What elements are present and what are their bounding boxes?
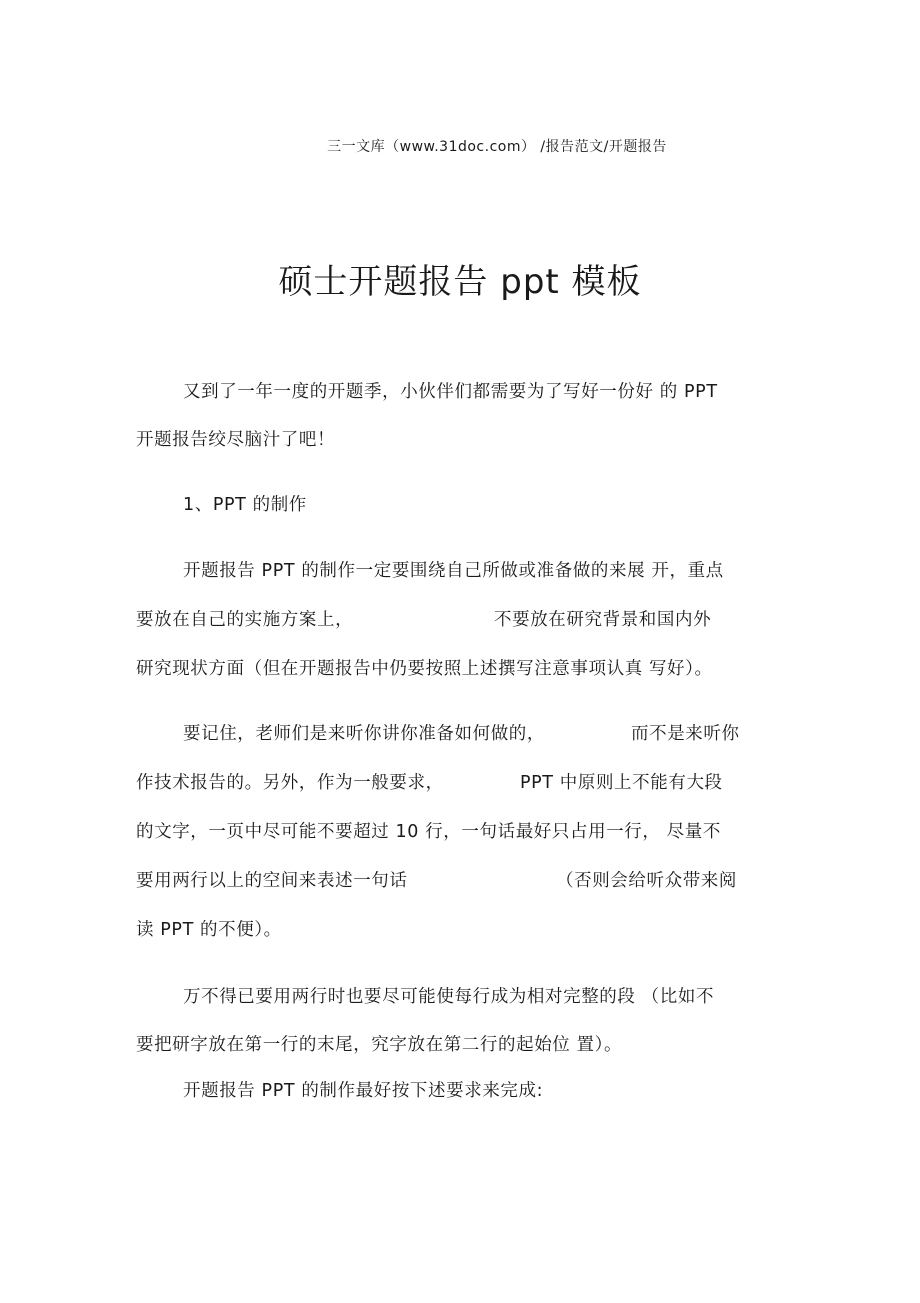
paragraph-2-line-1: 开题报告 PPT 的制作一定要围绕自己所做或准备做的来展 开，重点 [183,561,724,581]
paragraph-2-line-3: 研究现状方面（但在开题报告中仍要按照上述撰写注意事项认真 写好）。 [136,659,713,679]
paragraph-3-line-2b: PPT 中原则上不能有大段 [520,773,723,793]
paragraph-3-line-1b: 而不是来听你 [631,724,740,744]
paragraph-3-line-3: 的文字，一页中尽可能不要超过 10 行，一句话最好只占用一行， 尽量不 [136,822,721,842]
paragraph-3-line-4b: （否则会给听众带来阅 [556,871,737,891]
document-title: 硕士开题报告 ppt 模板 [278,262,642,302]
paragraph-1-line-2: 开题报告绞尽脑汁了吧！ [136,430,336,450]
paragraph-3-line-4a: 要用两行以上的空间来表述一句话 [136,871,408,891]
paragraph-4-line-2: 要把研字放在第一行的末尾，究字放在第二行的起始位 置）。 [136,1035,623,1055]
section-heading-1: 1、PPT 的制作 [183,495,307,515]
paragraph-1-line-1: 又到了一年一度的开题季，小伙伴们都需要为了写好一份好 的 PPT [183,382,718,402]
paragraph-3-line-5: 读 PPT 的不便）。 [136,920,282,940]
paragraph-2-line-2a: 要放在自己的实施方案上， [136,610,354,630]
paragraph-2-line-2b: 不要放在研究背景和国内外 [494,610,712,630]
paragraph-3-line-2a: 作技术报告的。另外，作为一般要求， [136,773,444,793]
page-header: 三一文库（www.31doc.com） /报告范文/开题报告 [327,139,667,155]
paragraph-5-line-1: 开题报告 PPT 的制作最好按下述要求来完成: [183,1081,544,1101]
paragraph-3-line-1a: 要记住，老师们是来听你讲你准备如何做的， [183,724,545,744]
paragraph-4-line-1: 万不得已要用两行时也要尽可能使每行成为相对完整的段 （比如不 [183,987,715,1007]
